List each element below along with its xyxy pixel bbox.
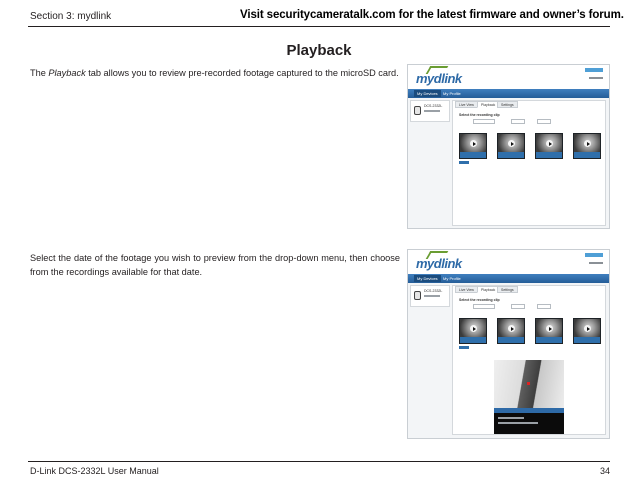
recording-thumbnail bbox=[459, 318, 487, 344]
video-caption bbox=[498, 417, 524, 419]
tab-playback: Playback bbox=[477, 286, 499, 293]
page-title: Playback bbox=[286, 42, 352, 59]
device-status bbox=[424, 110, 440, 112]
section-label: Section 3: mydlink bbox=[30, 11, 112, 22]
mydlink-logo: mydlink bbox=[416, 256, 462, 271]
mydlink-header bbox=[408, 250, 609, 274]
from-dropdown bbox=[511, 304, 525, 309]
tab-live-view: Live View bbox=[455, 101, 478, 108]
recording-thumbnail bbox=[535, 133, 563, 159]
nav-bar bbox=[408, 89, 609, 98]
device-name: DCS-2332L bbox=[424, 104, 443, 108]
recording-thumbnail bbox=[497, 133, 525, 159]
play-icon bbox=[584, 140, 591, 147]
device-list bbox=[410, 100, 450, 122]
video-player bbox=[494, 360, 564, 434]
tab-live-view: Live View bbox=[455, 286, 478, 293]
playback-panel bbox=[452, 285, 606, 435]
play-icon bbox=[546, 325, 553, 332]
playback-screenshot-1 bbox=[407, 64, 610, 229]
camera-icon bbox=[414, 291, 421, 300]
header-link bbox=[585, 68, 603, 72]
panel-title: Select the recording clip bbox=[459, 298, 500, 302]
recording-thumbnails bbox=[457, 318, 603, 344]
recording-thumbnail bbox=[535, 318, 563, 344]
device-name: DCS-2332L bbox=[424, 289, 443, 293]
video-controls bbox=[494, 408, 564, 413]
pager bbox=[459, 161, 469, 164]
tab-settings: Settings bbox=[497, 101, 518, 108]
play-icon bbox=[546, 140, 553, 147]
panel-title: Select the recording clip bbox=[459, 113, 500, 117]
header-sub bbox=[589, 77, 603, 79]
play-icon bbox=[508, 325, 515, 332]
nav-tab-my-profile: My Profile bbox=[443, 276, 461, 281]
firmware-banner: Visit securitycameratalk.com for the latest firmware and owner’s forum. bbox=[240, 9, 624, 21]
recording-thumbnail bbox=[573, 133, 601, 159]
nav-bar bbox=[408, 274, 609, 283]
playback-screenshot-2 bbox=[407, 249, 610, 439]
header-sub bbox=[589, 262, 603, 264]
page-number: 34 bbox=[599, 466, 610, 476]
from-dropdown bbox=[511, 119, 525, 124]
recording-thumbnail bbox=[459, 133, 487, 159]
to-dropdown bbox=[537, 304, 551, 309]
nav-tab-my-devices: My Devices bbox=[414, 90, 441, 97]
to-dropdown bbox=[537, 119, 551, 124]
camera-icon bbox=[414, 106, 421, 115]
manual-name: D-Link DCS-2332L User Manual bbox=[30, 466, 159, 476]
device-status bbox=[424, 295, 440, 297]
recording-thumbnails bbox=[457, 133, 603, 159]
header-divider bbox=[28, 26, 610, 27]
date-dropdown bbox=[473, 119, 495, 124]
alarm-light bbox=[527, 382, 530, 385]
date-dropdown bbox=[473, 304, 495, 309]
tab-settings: Settings bbox=[497, 286, 518, 293]
mydlink-header bbox=[408, 65, 609, 89]
tab-playback: Playback bbox=[477, 101, 499, 108]
play-icon bbox=[470, 325, 477, 332]
recording-thumbnail bbox=[497, 318, 525, 344]
play-icon bbox=[470, 140, 477, 147]
video-caption-sub bbox=[498, 422, 538, 424]
mydlink-logo: mydlink bbox=[416, 71, 462, 86]
header-link bbox=[585, 253, 603, 257]
nav-tab-my-devices: My Devices bbox=[414, 275, 441, 282]
playback-panel bbox=[452, 100, 606, 226]
footer-divider bbox=[28, 461, 610, 462]
recording-thumbnail bbox=[573, 318, 601, 344]
play-icon bbox=[584, 325, 591, 332]
select-date-instructions: Select the date of the footage you wish to preview from the drop-down menu, then choose from the recordings available for that date. bbox=[30, 253, 400, 277]
playback-term: Playback bbox=[48, 68, 86, 78]
nav-tab-my-profile: My Profile bbox=[443, 91, 461, 96]
playback-description: The Playback tab allows you to review pre-recorded footage captured to the microSD card. bbox=[30, 68, 399, 78]
device-list bbox=[410, 285, 450, 307]
pager bbox=[459, 346, 469, 349]
play-icon bbox=[508, 140, 515, 147]
